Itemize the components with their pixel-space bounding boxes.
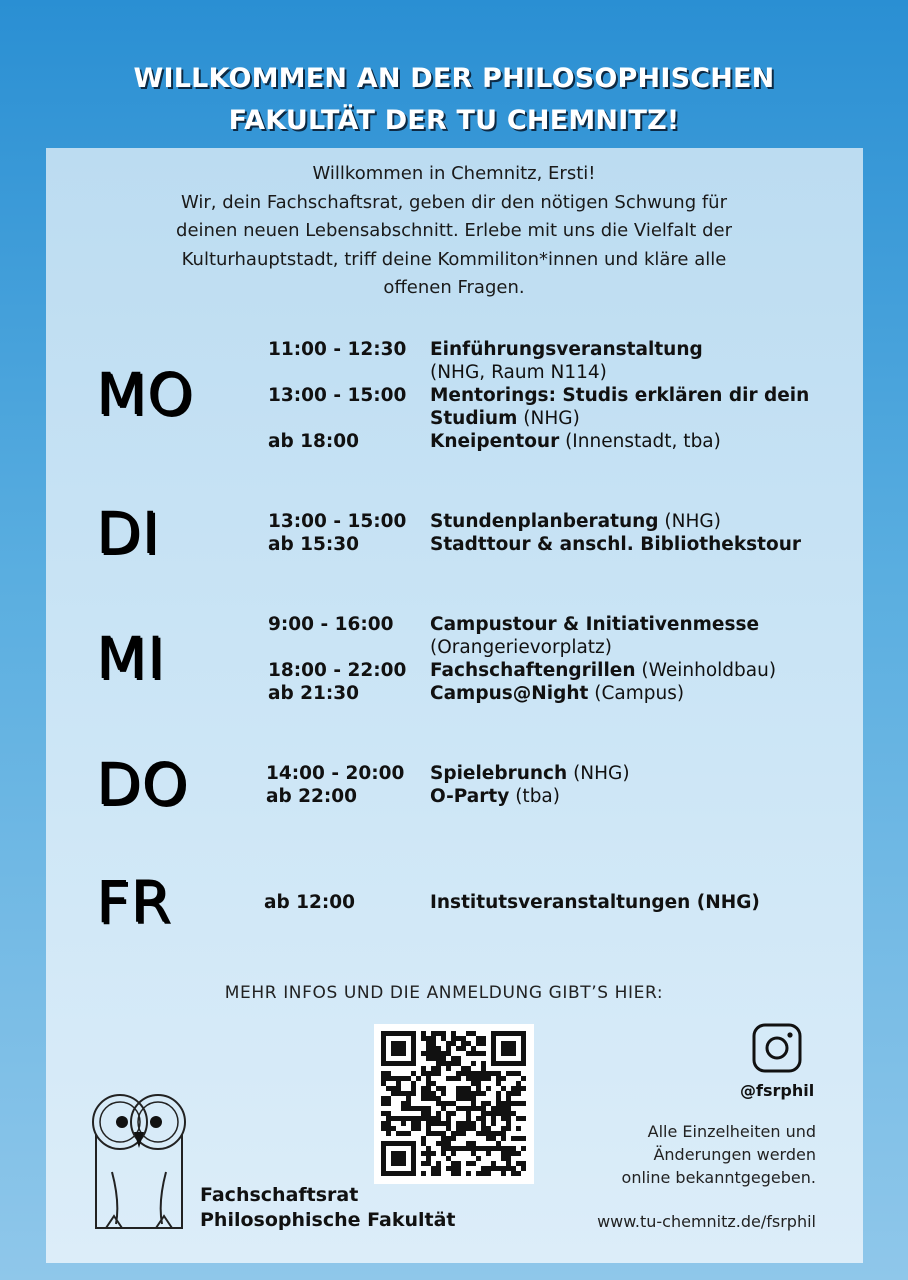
intro-line: offenen Fragen. — [383, 277, 525, 298]
event-note: (NHG) — [664, 511, 721, 532]
event-title-text: O-Party — [430, 786, 510, 807]
title-line-2: FAKULTÄT DER TU CHEMNITZ! — [228, 105, 680, 136]
event-title-text: Institutsveranstaltungen (NHG) — [430, 892, 760, 913]
event-title — [430, 613, 759, 636]
event-time: 13:00 - 15:00 — [268, 385, 407, 406]
event-time: ab 15:30 — [268, 534, 360, 555]
event-title-text: Campus@Night — [430, 683, 589, 704]
event-title-text: Stundenplanberatung — [430, 511, 659, 532]
event-time: ab 22:00 — [266, 786, 358, 807]
event-note: (NHG) — [523, 408, 580, 429]
day-label-fr: FR — [96, 868, 172, 936]
event-title-text: Mentorings: Studis erklären dir dein — [430, 385, 810, 406]
event-note: (tba) — [515, 786, 560, 807]
qr-code-icon[interactable] — [374, 1024, 534, 1184]
event-title — [430, 762, 630, 785]
event-title — [430, 430, 721, 453]
event-title-text: Campustour & Initiativenmesse — [430, 614, 760, 635]
intro-line: Wir, dein Fachschaftsrat, geben dir den nötigen Schwung für — [181, 191, 727, 213]
event-title-text: Spielebrunch — [430, 763, 568, 784]
event-title — [430, 659, 776, 682]
day-label-di: DI — [96, 499, 160, 567]
title-line-1: WILLKOMMEN AN DER PHILOSOPHISCHEN — [133, 63, 775, 94]
event-time: 11:00 - 12:30 — [268, 339, 407, 360]
info-line: Alle Einzelheiten und — [647, 1122, 816, 1141]
event-title — [430, 533, 801, 556]
event-time: 14:00 - 20:00 — [266, 763, 405, 784]
info-line: online bekanntgegeben. — [621, 1168, 816, 1187]
event-title-text: Studium — [430, 408, 518, 429]
instagram-handle[interactable]: @fsrphil — [740, 1081, 815, 1100]
event-time: ab 12:00 — [264, 892, 356, 913]
event-note: (Orangerievorplatz) — [430, 637, 612, 658]
more-info-text: MEHR INFOS UND DIE ANMELDUNG GIBT’S HIER: — [224, 983, 664, 1003]
event-title-text: Kneipentour — [430, 431, 560, 452]
event-title — [430, 510, 721, 533]
day-label-mi: MI — [96, 624, 166, 692]
owl-logo-icon — [90, 1092, 188, 1234]
event-time: 18:00 - 22:00 — [268, 660, 407, 681]
event-time: ab 21:30 — [268, 683, 360, 704]
event-time: 9:00 - 16:00 — [268, 614, 394, 635]
event-title-text: Stadttour & anschl. Bibliothekstour — [430, 534, 802, 555]
event-note: (Campus) — [594, 683, 685, 704]
event-title-cont — [430, 407, 580, 430]
instagram-icon[interactable] — [752, 1023, 802, 1073]
intro-line: Willkommen in Chemnitz, Ersti! — [312, 163, 596, 184]
event-title — [430, 785, 560, 808]
intro-text — [0, 160, 908, 303]
page-title — [0, 58, 908, 142]
intro-line: Kulturhauptstadt, triff deine Kommiliton*innen und kläre alle — [181, 248, 727, 270]
website-link[interactable]: www.tu-chemnitz.de/fsrphil — [597, 1212, 816, 1231]
event-title-text: Einführungsveranstaltung — [430, 339, 703, 360]
event-title — [430, 682, 684, 705]
event-note: (Weinholdbau) — [641, 660, 777, 681]
day-label-do: DO — [96, 750, 189, 818]
org-line-1: Fachschaftsrat — [200, 1184, 359, 1206]
event-note: (NHG) — [573, 763, 630, 784]
event-title — [430, 338, 703, 361]
event-time: 13:00 - 15:00 — [268, 511, 407, 532]
info-note — [580, 1120, 816, 1189]
organization-name — [200, 1183, 455, 1233]
info-line: Änderungen werden — [653, 1145, 816, 1164]
event-title — [430, 891, 760, 914]
event-note: (Innenstadt, tba) — [565, 431, 721, 452]
event-title — [430, 384, 809, 407]
org-line-2: Philosophische Fakultät — [200, 1209, 456, 1231]
intro-line: deinen neuen Lebensabschnitt. Erlebe mit uns die Vielfalt der — [176, 220, 732, 241]
event-note: (NHG, Raum N114) — [430, 362, 607, 383]
day-label-mo: MO — [96, 360, 194, 428]
event-title-text: Fachschaftengrillen — [430, 660, 636, 681]
event-time: ab 18:00 — [268, 431, 360, 452]
